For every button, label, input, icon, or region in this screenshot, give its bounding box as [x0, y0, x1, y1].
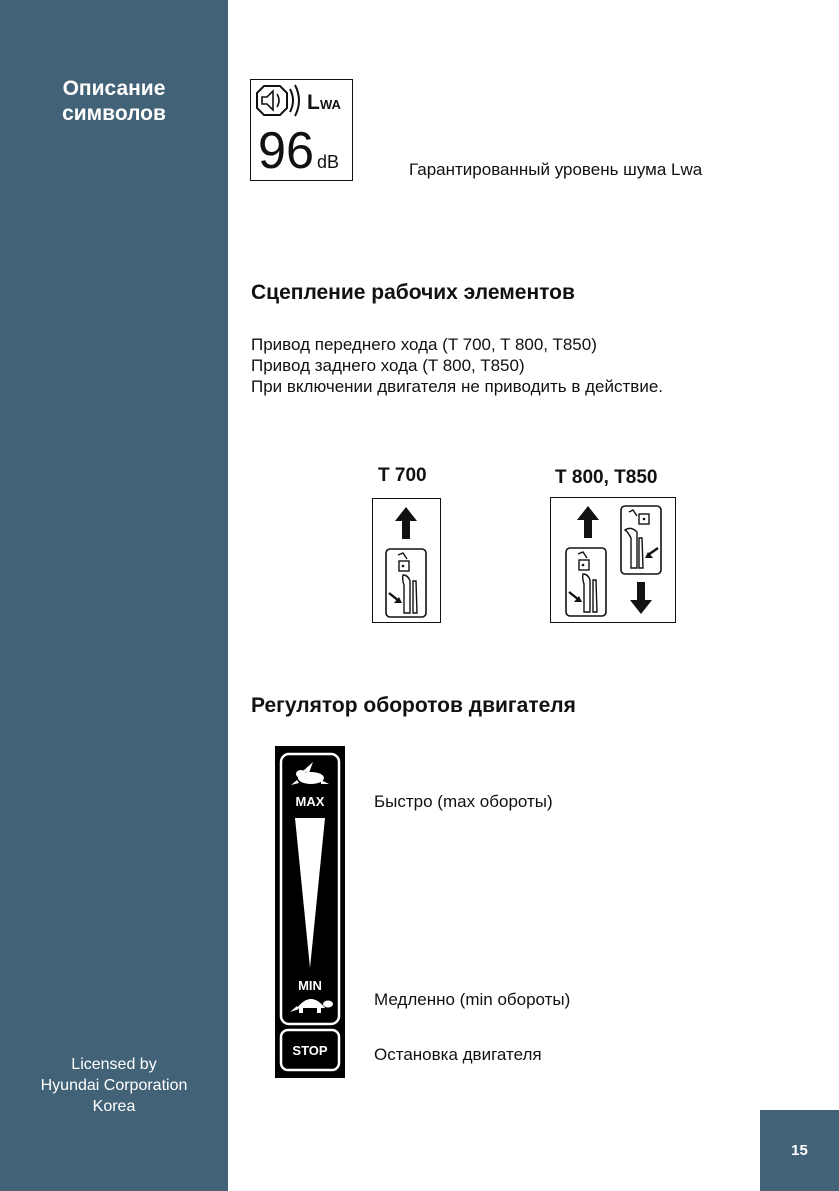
- engagement-heading: Сцепление рабочих элементов: [251, 281, 575, 304]
- max-label: MAX: [295, 794, 325, 809]
- stop-label: STOP: [292, 1043, 328, 1058]
- forward-reverse-drive-symbol: [550, 497, 676, 623]
- throttle-heading: Регулятор оборотов двигателя: [251, 694, 576, 717]
- forward-arrow-icon: [373, 499, 440, 622]
- engagement-text: [251, 334, 663, 397]
- section-title-line1: Описание: [62, 77, 166, 100]
- svg-text:L: L: [307, 91, 320, 114]
- hand-lever-icon: [386, 549, 426, 617]
- section-title-line2: символов: [62, 102, 166, 125]
- noise-unit: dB: [317, 152, 340, 172]
- hand-lever-icon: [566, 548, 606, 616]
- engagement-line3: При включении двигателя не приводить в действие.: [251, 377, 663, 396]
- speaker-icon: [251, 80, 351, 179]
- svg-text:WA: WA: [320, 97, 341, 112]
- page-number: 15: [791, 1142, 808, 1159]
- license-note: [0, 1054, 228, 1117]
- engagement-line2: Привод заднего хода (T 800, T850): [251, 356, 525, 375]
- min-label: MIN: [298, 978, 322, 993]
- throttle-symbol: [275, 746, 345, 1078]
- model-label-t800-t850: T 800, T850: [555, 467, 658, 488]
- noise-level-symbol: [250, 79, 353, 181]
- license-line3: Korea: [92, 1098, 136, 1115]
- model-label-t700: T 700: [378, 465, 427, 486]
- noise-value: 96: [258, 122, 314, 179]
- hand-lever-reverse-icon: [621, 506, 661, 574]
- page-tab: [760, 1110, 839, 1191]
- forward-reverse-arrows-icon: [551, 498, 675, 622]
- engagement-line1: Привод переднего хода (T 700, T 800, T850): [251, 335, 597, 354]
- license-line2: Hyundai Corporation: [40, 1077, 188, 1094]
- noise-description: Гарантированный уровень шума Lwa: [409, 160, 703, 179]
- stop-description: Остановка двигателя: [374, 1045, 542, 1064]
- fast-description: Быстро (max обороты): [374, 792, 553, 811]
- forward-drive-symbol: [372, 498, 441, 623]
- section-title: [0, 76, 228, 126]
- slow-description: Медленно (min обороты): [374, 990, 571, 1009]
- sidebar: [0, 0, 228, 1191]
- license-line1: Licensed by: [71, 1056, 157, 1073]
